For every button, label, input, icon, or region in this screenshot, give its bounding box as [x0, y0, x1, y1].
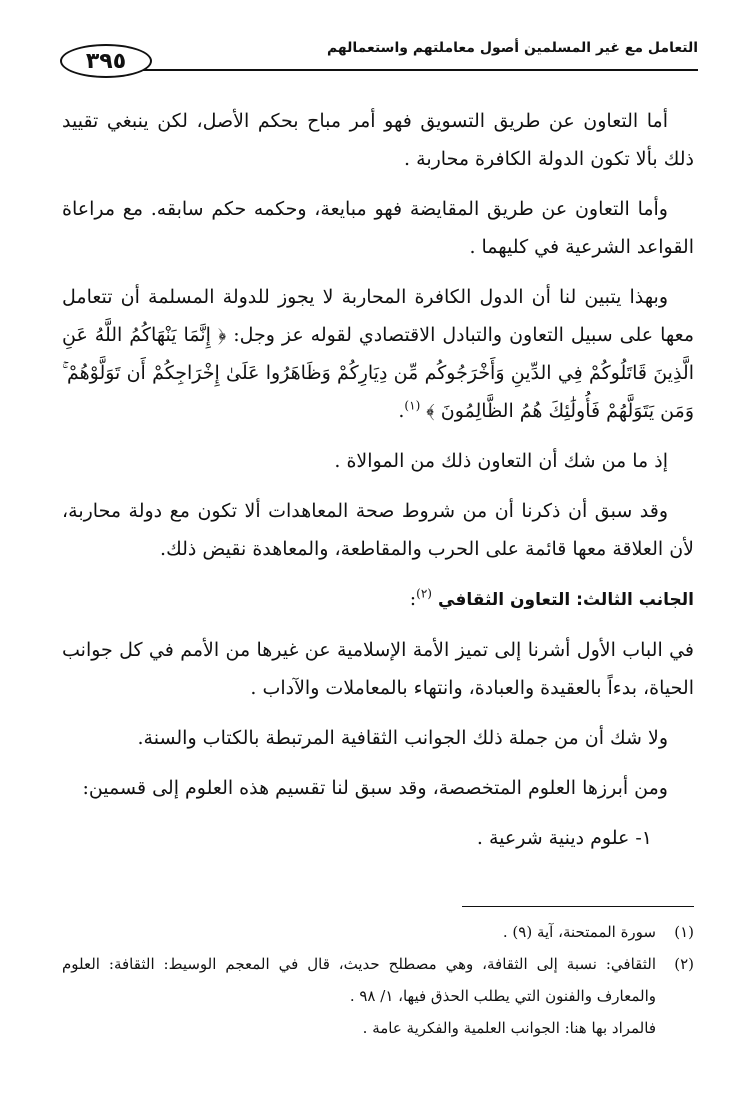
section-heading-label: الجانب الثالث: التعاون الثقافي: [438, 590, 694, 610]
footnote-text: سورة الممتحنة، آية (٩) .: [502, 923, 656, 941]
paragraph-3-text: وبهذا يتبين لنا أن الدول الكافرة المحاربة لا يجوز للدولة المسلمة أن تتعامل معها على سبيل التعاون والتبادل الاقتصادي لقوله عز وجل: ﴿ إِنَّمَا يَنْهَاكُمُ اللَّهُ عَنِ الَّذِينَ قَاتَلُوكُمْ فِي الدِّينِ وَأَخْرَجُوكُم مِّن دِيَارِكُمْ وَظَاهَرُوا عَلَىٰ إِخْرَاجِكُمْ أَن تَوَلَّوْهُمْ ۚ وَمَن يَتَوَلَّهُمْ فَأُولَٰئِكَ هُمُ الظَّالِمُونَ ﴾: [62, 286, 694, 422]
footnote-1: [62, 916, 694, 948]
paragraph-1: أما التعاون عن طريق التسويق فهو أمر مباح بحكم الأصل، لكن ينبغي تقييد ذلك بألا تكون الدولة الكافرة محاربة .: [62, 110, 694, 170]
paragraph-6: في الباب الأول أشرنا إلى تميز الأمة الإسلامية عن غيرها من الأمم في كل جوانب الحياة، بدءاً بالعقيدة والعبادة، وانتهاء بالمعاملات والآداب .: [62, 639, 694, 699]
paragraph-4: إذ ما من شك أن التعاون ذلك من الموالاة .: [334, 450, 668, 472]
footnote-number: (١): [674, 923, 694, 941]
page-number: ٣٩٥: [60, 44, 152, 78]
main-text: [62, 102, 694, 869]
running-title: التعامل مع غير المسلمين أصول معاملتهم واستعمالهم: [326, 40, 698, 56]
paragraph-7: ولا شك أن من جملة ذلك الجوانب الثقافية المرتبطة بالكتاب والسنة.: [137, 727, 668, 749]
footnote-2-continuation: فالمراد بها هنا: الجوانب العلمية والفكرية عامة .: [362, 1019, 656, 1037]
footnote-ref-1: (١): [404, 398, 421, 413]
section-heading-colon: :: [409, 588, 417, 610]
list-item-1: ١- علوم دينية شرعية .: [476, 827, 652, 849]
section-heading: [62, 580, 694, 619]
paragraph-3-end: .: [398, 400, 405, 422]
paragraph-2: وأما التعاون عن طريق المقايضة فهو مبايعة، وحكمه حكم سابقه. مع مراعاة القواعد الشرعية في كليهما .: [62, 198, 694, 258]
running-header: [60, 38, 698, 84]
paragraph-3: [62, 278, 694, 430]
footnote-ref-2: (٢): [416, 586, 432, 601]
footnote-text: الثقافي: نسبة إلى الثقافة، وهي مصطلح حديث، قال في المعجم الوسيط: الثقافة: العلوم والمعارف والفنون التي يطلب الحذق فيها، ١/ ٩٨ .: [62, 955, 656, 1005]
footnote-number: (٢): [674, 955, 694, 973]
paragraph-5: وقد سبق أن ذكرنا أن من شروط صحة المعاهدات ألا تكون مع دولة محاربة، لأن العلاقة معها قائمة على الحرب والمقاطعة، والمعاهدة نقيض ذلك.: [62, 500, 694, 560]
paragraph-8: ومن أبرزها العلوم المتخصصة، وقد سبق لنا تقسيم هذه العلوم إلى قسمين:: [82, 777, 668, 799]
header-rule: [120, 69, 698, 71]
footnotes: [62, 916, 694, 1044]
footnote-separator: [462, 906, 694, 907]
footnote-2: [62, 948, 694, 1012]
